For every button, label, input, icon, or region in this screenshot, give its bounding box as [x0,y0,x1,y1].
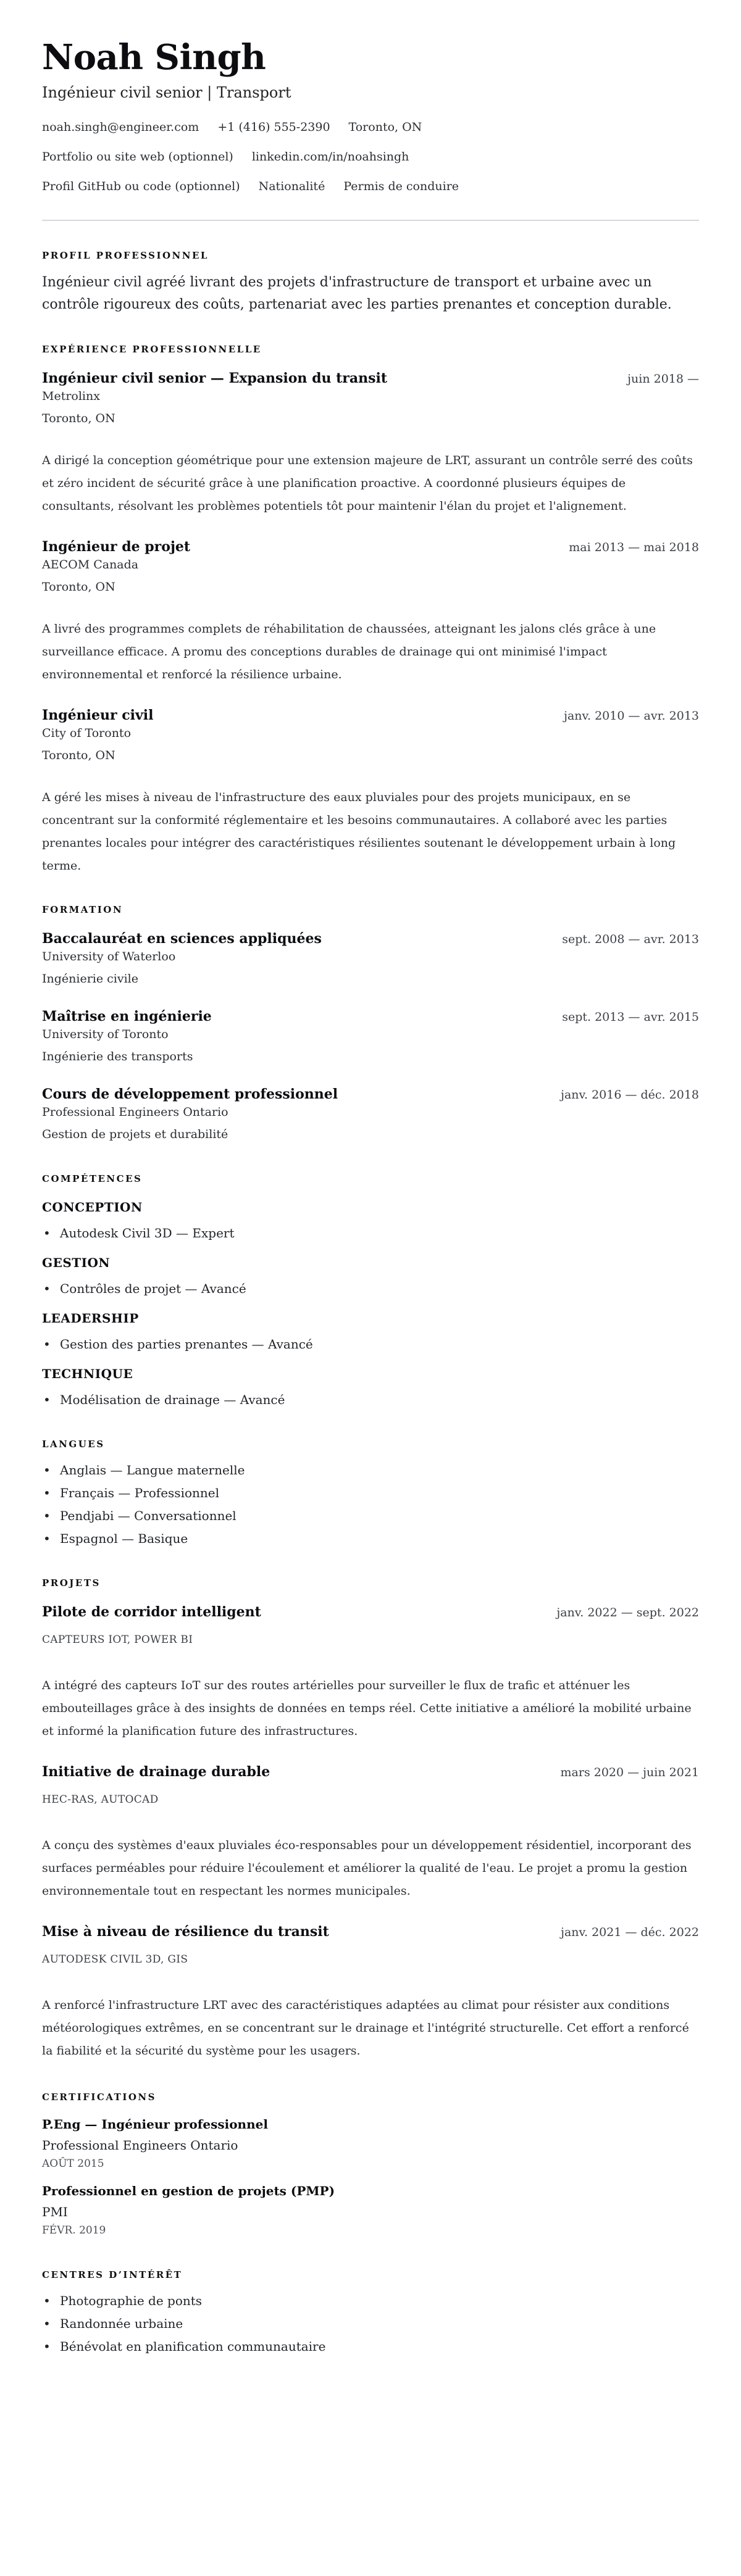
education-entry [42,1085,699,1143]
skill-category: CONCEPTION [42,1200,143,1215]
languages-section [42,1438,699,1547]
school-name: Professional Engineers Ontario [42,1105,228,1119]
project-tech: HEC-RAS, AUTOCAD [42,1793,159,1806]
project-date: janv. 2021 — déc. 2022 [561,1926,699,1939]
project-description: A conçu des systèmes d'eaux pluviales éco-responsables pour un développement résidentiel, incorporant des surfaces perméables pour réduire l'écoulement et améliorer la qualité de l'eau. Le projet a promu la gestion environnementale tout en respectant les normes municipales. [42,1839,692,1898]
interests-section [42,2269,699,2355]
contact-row-1 [42,118,699,136]
skill-item: • Autodesk Civil 3D — Expert [42,1224,699,1242]
job-location: Toronto, ON [42,580,115,594]
skill-item: • Gestion des parties prenantes — Avancé [42,1336,699,1353]
job-company: Metrolinx [42,389,100,403]
degree-date: sept. 2013 — avr. 2015 [562,1010,699,1024]
job-date: mai 2013 — mai 2018 [569,541,699,554]
resume-header [42,36,699,221]
certification-issuer: PMI [42,2204,68,2219]
certification-name: P.Eng — Ingénieur professionnel [42,2117,268,2132]
project-description: A intégré des capteurs IoT sur des routes artérielles pour surveiller le flux de trafic et atténuer les embouteillages grâce à des insights de données en temps réel. Cette initiative a amélioré la mobilité urbaine et informé la planification future des infrastructures. [42,1679,692,1738]
skill-category: LEADERSHIP [42,1311,139,1326]
experience-entry [42,706,699,878]
project-tech: AUTODESK CIVIL 3D, GIS [42,1953,188,1966]
contact-phone[interactable]: +1 (416) 555-2390 [217,120,330,134]
interest-list [42,2292,699,2355]
contact-row-2 [42,148,699,165]
certification-date: AOÛT 2015 [42,2158,104,2170]
degree-title: Maîtrise en ingénierie [42,1008,212,1024]
school-name: University of Waterloo [42,950,176,963]
school-name: University of Toronto [42,1028,169,1041]
contact-portfolio[interactable]: Portfolio ou site web (optionnel) [42,150,233,164]
job-location: Toronto, ON [42,412,115,425]
degree-title: Baccalauréat en sciences appliquées [42,931,322,947]
job-title: Ingénieur civil senior — Expansion du transit [42,370,388,386]
project-entry [42,1922,699,2063]
certification-date: FÉVR. 2019 [42,2224,106,2237]
contact-linkedin[interactable]: linkedin.com/in/noahsingh [251,150,409,164]
job-description: A livré des programmes complets de réhabilitation de chaussées, atteignant les jalons clés grâce à une surveillance efficace. A promu des conceptions durables de drainage qui ont minimisé l'impact environnemental et renforcé la résilience urbaine. [42,622,656,681]
language-list [42,1461,699,1547]
project-date: mars 2020 — juin 2021 [560,1766,699,1779]
project-tech: CAPTEURS IOT, POWER BI [42,1634,193,1646]
skill-item: • Contrôles de projet — Avancé [42,1280,699,1297]
contact-email[interactable]: noah.singh@engineer.com [42,120,199,134]
contact-drivers-license: Permis de conduire [343,180,459,193]
skill-list [42,1391,699,1408]
certifications-section [42,2091,699,2238]
header-divider [42,220,699,221]
skill-category: GESTION [42,1255,111,1270]
interest-item: • Bénévolat en planification communautaire [42,2338,699,2355]
degree-date: janv. 2016 — déc. 2018 [561,1088,699,1102]
experience-entry [42,538,699,686]
skill-list [42,1224,699,1242]
skills-section [42,1173,699,1408]
field-of-study: Ingénierie civile [42,972,138,986]
project-title: Initiative de drainage durable [42,1764,270,1780]
contact-nationality: Nationalité [258,180,325,193]
field-of-study: Ingénierie des transports [42,1050,193,1063]
skill-list [42,1280,699,1297]
section-title-languages: LANGUES [42,1439,105,1450]
section-title-experience: EXPÉRIENCE PROFESSIONNELLE [42,344,262,355]
section-title-interests: CENTRES D’INTÉRÊT [42,2269,183,2280]
project-description: A renforcé l'infrastructure LRT avec des caractéristiques adaptées au climat pour résister aux conditions météorologiques extrêmes, en se concentrant sur le drainage et l'intégrité structurelle. Cet effort a renforcé la fiabilité et la sécurité du système pour les usagers. [42,1998,689,2058]
section-title-certifications: CERTIFICATIONS [42,2092,156,2103]
section-title-education: FORMATION [42,904,124,915]
contact-row-3 [42,178,699,195]
project-entry [42,1763,699,1903]
language-item: • Anglais — Langue maternelle [42,1461,699,1479]
certification-entry [42,2116,699,2171]
interest-item: • Photographie de ponts [42,2292,699,2309]
project-entry [42,1603,699,1743]
job-company: City of Toronto [42,726,132,740]
education-section [42,904,699,1143]
profile-summary: Ingénieur civil agréé livrant des projets d'infrastructure de transport et urbaine avec un contrôle rigoureux des coûts, partenariat avec les parties prenantes et conception durable. [42,275,672,312]
field-of-study: Gestion de projets et durabilité [42,1128,228,1141]
candidate-headline: Ingénieur civil senior | Transport [42,84,291,101]
degree-title: Cours de développement professionnel [42,1086,338,1102]
projects-section [42,1577,699,2063]
skill-item: • Modélisation de drainage — Avancé [42,1391,699,1408]
degree-date: sept. 2008 — avr. 2013 [562,933,699,946]
profile-section [42,249,699,316]
experience-section [42,343,699,878]
certification-name: Professionnel en gestion de projets (PMP) [42,2183,335,2198]
language-item: • Français — Professionnel [42,1484,699,1502]
experience-entry [42,369,699,518]
job-company: AECOM Canada [42,558,139,571]
education-entry [42,1007,699,1065]
job-title: Ingénieur de projet [42,539,191,555]
job-location: Toronto, ON [42,749,115,762]
candidate-name: Noah Singh [42,37,266,78]
contact-github[interactable]: Profil GitHub ou code (optionnel) [42,180,240,193]
contact-location: Toronto, ON [348,120,422,134]
section-title-profile: PROFIL PROFESSIONNEL [42,250,209,261]
job-description: A dirigé la conception géométrique pour une extension majeure de LRT, assurant un contrôle serré des coûts et zéro incident de sécurité grâce à une planification proactive. A coordonné plusieurs équipes de consultants, résolvant les problèmes potentiels tôt pour maintenir l'élan du projet et l'alignement. [42,454,693,513]
job-date: juin 2018 — [627,372,699,386]
certification-issuer: Professional Engineers Ontario [42,2138,238,2153]
language-item: • Espagnol — Basique [42,1530,699,1547]
job-title: Ingénieur civil [42,707,154,723]
language-item: • Pendjabi — Conversationnel [42,1507,699,1524]
job-date: janv. 2010 — avr. 2013 [564,709,699,723]
education-entry [42,929,699,987]
job-description: A géré les mises à niveau de l'infrastructure des eaux pluviales pour des projets municipaux, en se concentrant sur la conformité réglementaire et les besoins communautaires. A collaboré avec les parties prenantes locales pour intégrer des caractéristiques résilientes soutenant le développement urbain à long terme. [42,791,676,873]
project-date: janv. 2022 — sept. 2022 [556,1606,699,1619]
skill-list [42,1336,699,1353]
interest-item: • Randonnée urbaine [42,2315,699,2332]
certification-entry [42,2182,699,2238]
section-title-skills: COMPÉTENCES [42,1173,143,1184]
skill-category: TECHNIQUE [42,1366,133,1381]
project-title: Mise à niveau de résilience du transit [42,1924,329,1940]
project-title: Pilote de corridor intelligent [42,1604,261,1620]
section-title-projects: PROJETS [42,1577,101,1589]
